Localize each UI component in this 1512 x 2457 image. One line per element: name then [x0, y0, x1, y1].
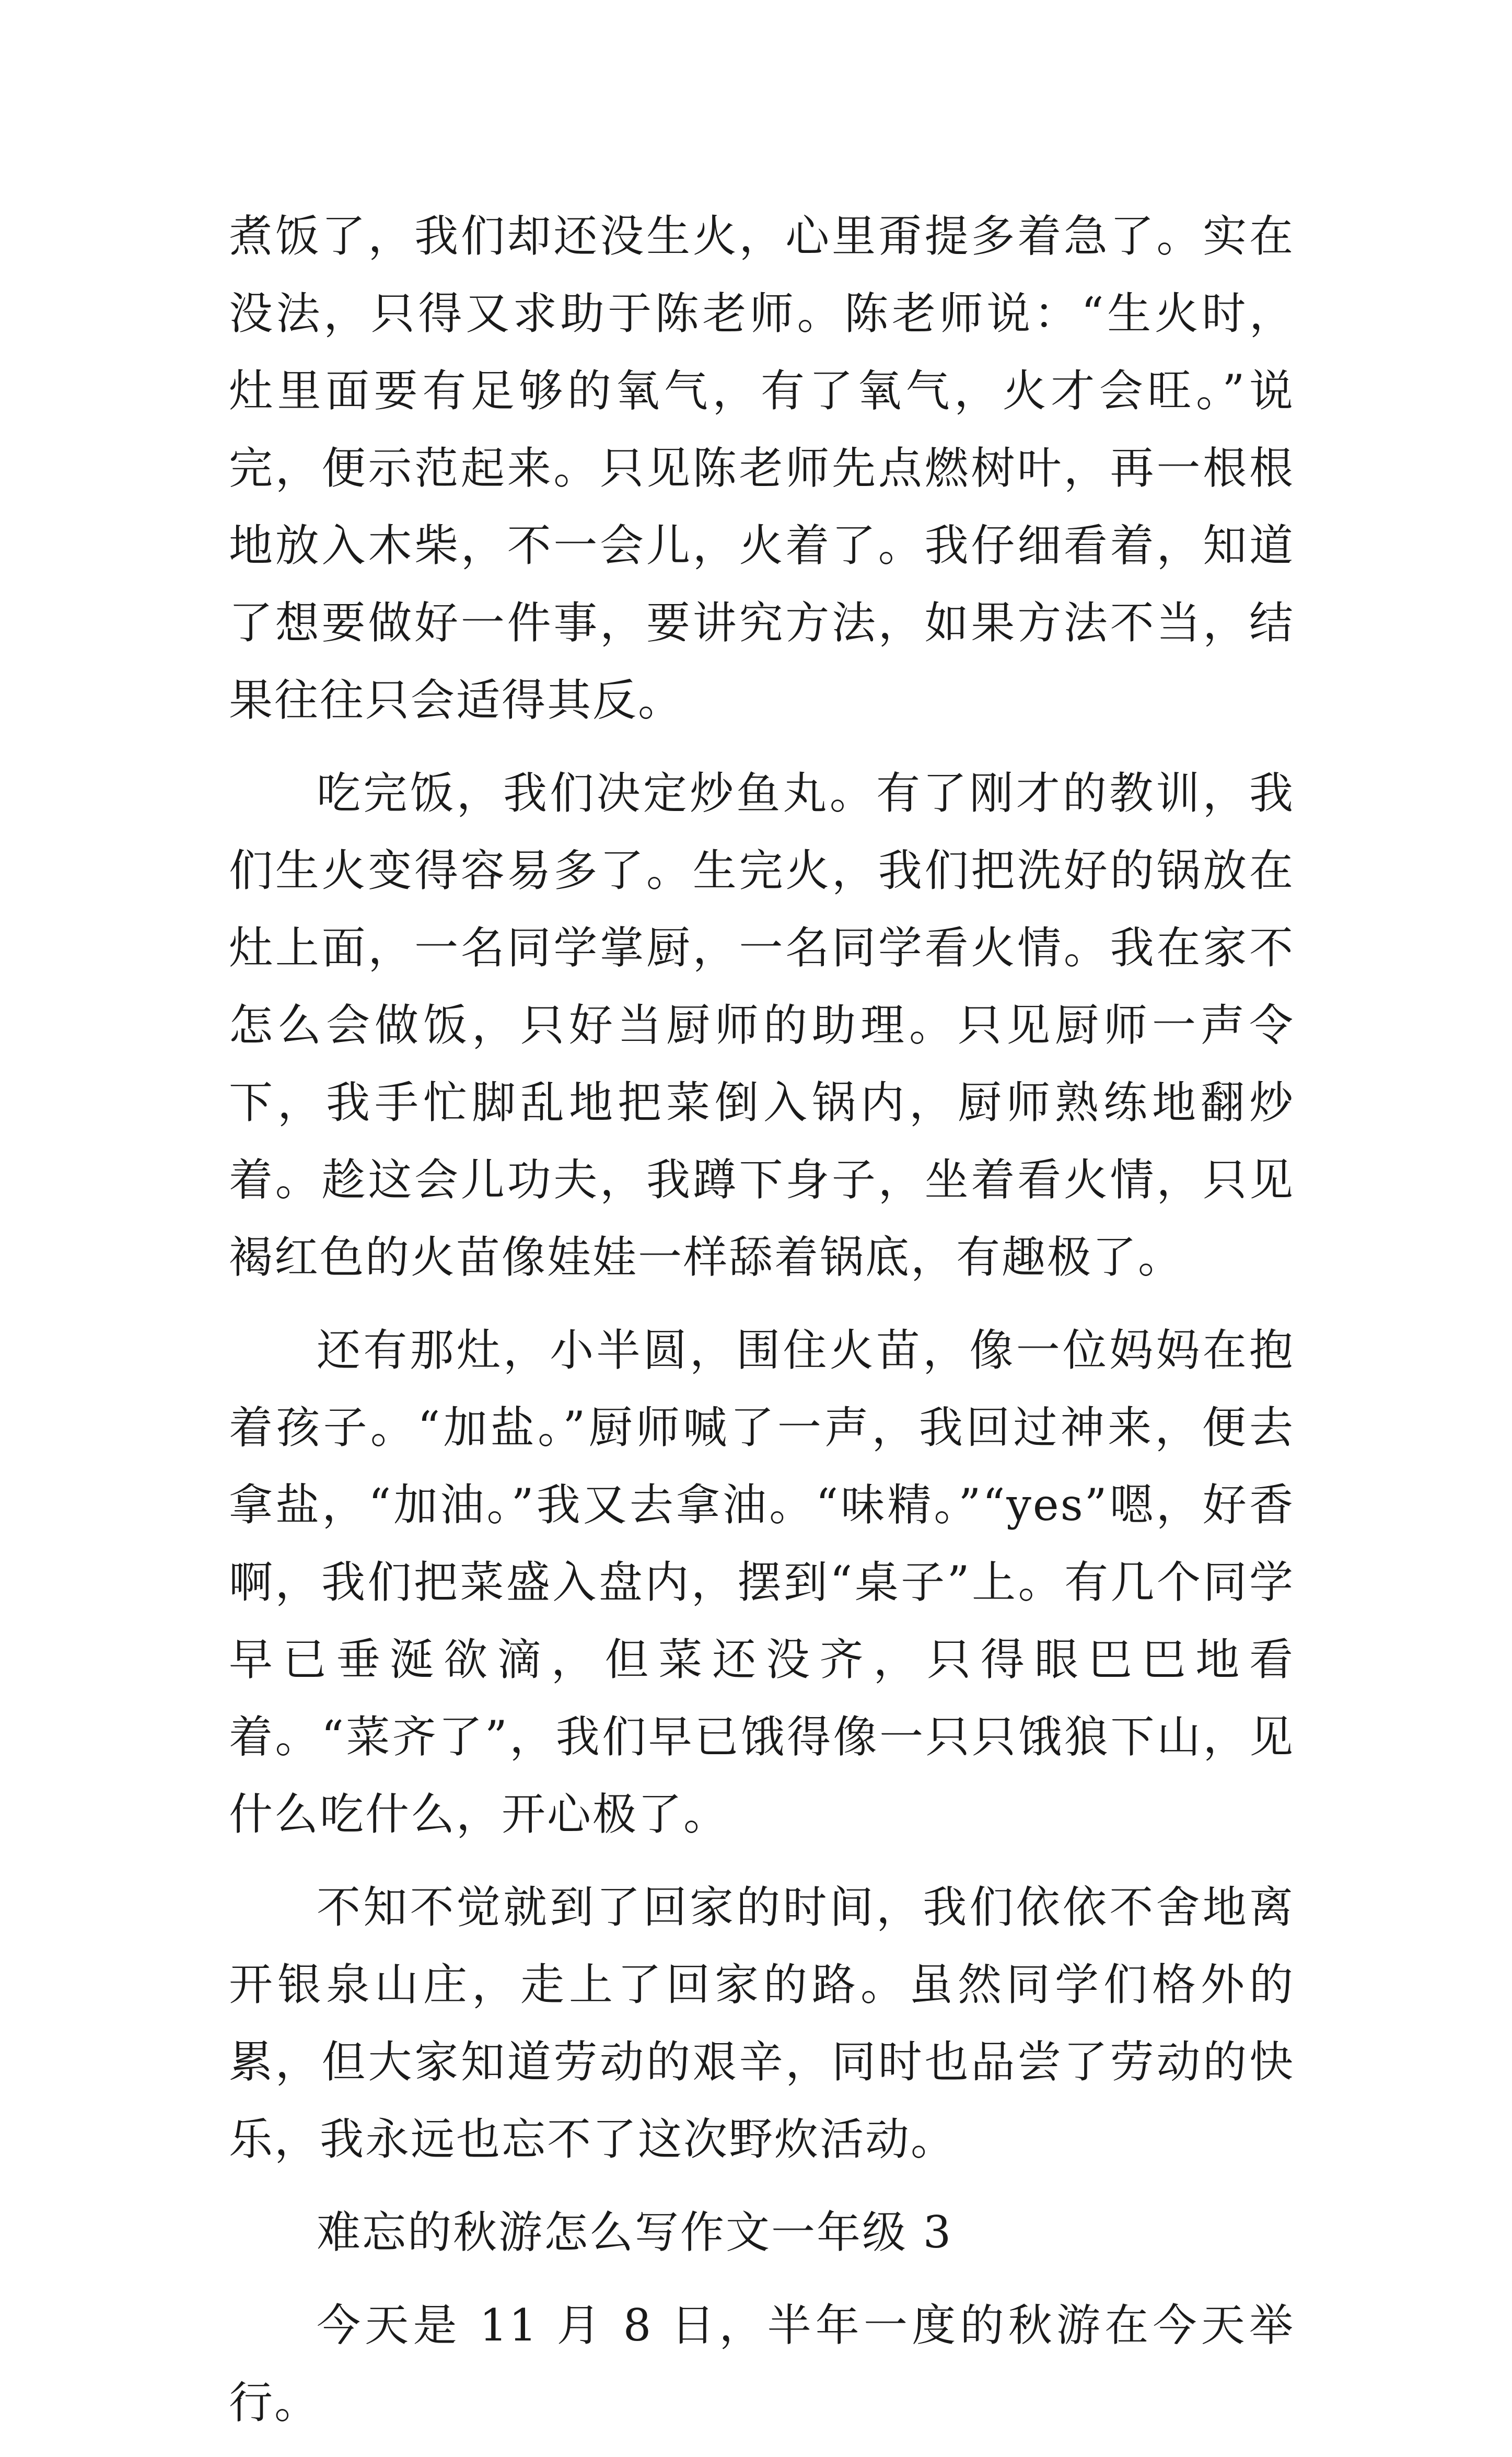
- paragraph-6: 今天是 11 月 8 日，半年一度的秋游在今天举行。: [229, 2300, 1295, 2428]
- section-heading: 难忘的秋游怎么写作文一年级 3: [317, 2207, 953, 2258]
- paragraph-4: 不知不觉就到了回家的时间，我们依依不舍地离开银泉山庄，走上了回家的路。虽然同学们格外的累，但大家知道劳动的艰辛，同时也品尝了劳动的快乐，我永远也忘不了这次野炊活动。: [229, 1882, 1295, 2165]
- paragraph-3: 还有那灶，小半圆，围住火苗，像一位妈妈在抱着孩子。“加盐。”厨师喊了一声，我回过神来，便去拿盐，“加油。”我又去拿油。“味精。”“yes”嗯，好香啊，我们把菜盛入盘内，摆到“桌子”上。有几个同学早已垂涎欲滴，但菜还没齐，只得眼巴巴地看着。“菜齐了”，我们早已饿得像一只只饿狼下山，见什么吃什么，开心极了。: [229, 1325, 1295, 1840]
- paragraph-2: 吃完饭，我们决定炒鱼丸。有了刚才的教训，我们生火变得容易多了。生完火，我们把洗好的锅放在灶上面，一名同学掌厨，一名同学看火情。我在家不怎么会做饭，只好当厨师的助理。只见厨师一声令下，我手忙脚乱地把菜倒入锅内，厨师熟练地翻炒着。趁这会儿功夫，我蹲下身子，坐着看火情，只见褐红色的火苗像娃娃一样舔着锅底，有趣极了。: [229, 768, 1295, 1283]
- document-body: [229, 198, 1295, 2457]
- paragraph-1: 煮饭了，我们却还没生火，心里甭提多着急了。实在没法，只得又求助于陈老师。陈老师说：“生火时，灶里面要有足够的氧气，有了氧气，火才会旺。”说完，便示范起来。只见陈老师先点燃树叶，再一根根地放入木柴，不一会儿，火着了。我仔细看着，知道了想要做好一件事，要讲究方法，如果方法不当，结果往往只会适得其反。: [229, 211, 1295, 726]
